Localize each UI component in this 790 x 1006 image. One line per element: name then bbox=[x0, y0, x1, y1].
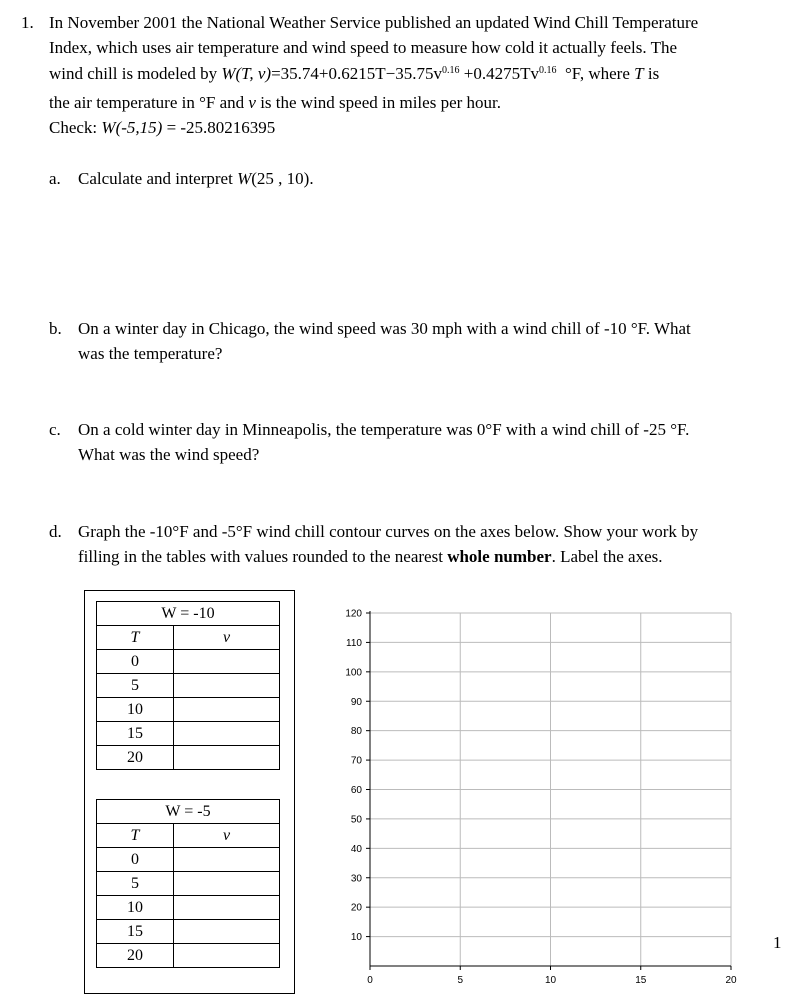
table-2-header-v: v bbox=[174, 824, 280, 848]
y-tick-label: 120 bbox=[345, 608, 362, 620]
part-b-letter: b. bbox=[49, 319, 62, 338]
part-d-line-2-pre: filling in the tables with values rounded to the nearest bbox=[78, 547, 443, 566]
var-v: v bbox=[248, 93, 256, 112]
x-tick-label: 10 bbox=[544, 975, 557, 986]
intro-line-2: Index, which uses air temperature and wind speed to measure how cold it actually feels. The bbox=[49, 38, 678, 57]
y-tick-label: 60 bbox=[350, 785, 362, 796]
part-c-letter: c. bbox=[49, 420, 61, 439]
table-w-minus-5 bbox=[96, 799, 280, 968]
part-a-post: (25 , 10). bbox=[251, 169, 314, 188]
table-1-header-T: T bbox=[97, 626, 174, 650]
check-line bbox=[49, 115, 275, 140]
contour-grid-chart[interactable] bbox=[330, 600, 750, 995]
formula-exponent-1: 0.16 bbox=[441, 65, 460, 76]
x-tick-label: 0 bbox=[367, 975, 373, 986]
table-1-T-cell: 0 bbox=[97, 650, 174, 674]
part-d-line-2-post: . Label the axes. bbox=[551, 547, 663, 566]
table-1-T-cell: 10 bbox=[97, 698, 174, 722]
model-prefix: wind chill is modeled by bbox=[49, 64, 218, 83]
table-1-T-cell: 20 bbox=[97, 746, 174, 770]
y-tick-label: 20 bbox=[350, 902, 362, 914]
table-w-minus-10 bbox=[96, 601, 280, 770]
part-a-letter: a. bbox=[49, 169, 61, 188]
part-c-line-2: What was the wind speed? bbox=[78, 445, 260, 464]
table-1-v-cell[interactable] bbox=[174, 650, 280, 674]
y-tick-label: 110 bbox=[346, 637, 362, 649]
table-1-v-cell[interactable] bbox=[174, 722, 280, 746]
y-tick-label: 40 bbox=[350, 843, 362, 855]
table-2-T-cell: 5 bbox=[97, 872, 174, 896]
table-2-v-cell[interactable] bbox=[174, 944, 280, 968]
y-tick-label: 50 bbox=[350, 814, 362, 826]
check-expression: W(-5,15) bbox=[101, 118, 163, 137]
part-a-pre: Calculate and interpret bbox=[78, 169, 233, 188]
part-b-line-2: was the temperature? bbox=[78, 344, 223, 363]
table-1-T-cell: 15 bbox=[97, 722, 174, 746]
table-1-header-v: v bbox=[174, 626, 280, 650]
part-d-letter: d. bbox=[49, 522, 62, 541]
problem-number: 1. bbox=[21, 13, 34, 32]
table-2-T-cell: 10 bbox=[97, 896, 174, 920]
part-a-expr: W bbox=[237, 169, 252, 188]
page-number: 1 bbox=[773, 933, 782, 952]
part-a-text bbox=[78, 166, 314, 191]
model-suffix: °F, where bbox=[564, 64, 630, 83]
part-d-line-2 bbox=[78, 544, 663, 569]
table-2-v-cell[interactable] bbox=[174, 896, 280, 920]
x-tick-label: 5 bbox=[457, 975, 464, 986]
intro-line-1: In November 2001 the National Weather Service published an updated Wind Chill Temperature bbox=[49, 13, 699, 32]
table-1-v-cell[interactable] bbox=[174, 746, 280, 770]
part-d-line-1: Graph the -10°F and -5°F wind chill contour curves on the axes below. Show your work by bbox=[78, 522, 699, 541]
model-suffix-2: is bbox=[647, 64, 660, 83]
y-tick-label: 10 bbox=[350, 932, 362, 944]
table-2-T-cell: 0 bbox=[97, 848, 174, 872]
check-label: Check: bbox=[49, 118, 98, 137]
definition-b: is the wind speed in miles per hour. bbox=[260, 93, 502, 112]
check-value: = -25.80216395 bbox=[166, 118, 276, 137]
y-tick-label: 100 bbox=[345, 667, 362, 679]
var-T: T bbox=[634, 64, 644, 83]
table-2-header-T: T bbox=[97, 824, 174, 848]
model-line bbox=[49, 61, 659, 86]
table-2-T-cell: 15 bbox=[97, 920, 174, 944]
table-2-v-cell[interactable] bbox=[174, 872, 280, 896]
part-d-bold: whole number bbox=[447, 547, 552, 566]
y-tick-label: 90 bbox=[350, 696, 362, 708]
x-tick-label: 20 bbox=[725, 975, 737, 986]
formula-part-1: =35.74+0.6215T−35.75v bbox=[271, 64, 442, 83]
formula-lhs: W(T, v) bbox=[221, 64, 272, 83]
formula-part-2: +0.4275Tv bbox=[463, 64, 539, 83]
table-1-v-cell[interactable] bbox=[174, 674, 280, 698]
table-1-T-cell: 5 bbox=[97, 674, 174, 698]
table-2-T-cell: 20 bbox=[97, 944, 174, 968]
definition-a: the air temperature in °F and bbox=[49, 93, 245, 112]
y-tick-label: 80 bbox=[350, 726, 362, 738]
part-b-line-1: On a winter day in Chicago, the wind speed was 30 mph with a wind chill of -10 °F. What bbox=[78, 319, 691, 338]
y-tick-label: 70 bbox=[350, 755, 362, 767]
table-1-title: W = -10 bbox=[97, 602, 280, 626]
formula-exponent-2: 0.16 bbox=[538, 65, 557, 76]
table-2-title: W = -5 bbox=[97, 800, 280, 824]
x-tick-label: 15 bbox=[635, 975, 647, 986]
table-2-v-cell[interactable] bbox=[174, 848, 280, 872]
table-2-v-cell[interactable] bbox=[174, 920, 280, 944]
definition-line bbox=[49, 90, 501, 115]
y-tick-label: 30 bbox=[350, 873, 362, 885]
table-1-v-cell[interactable] bbox=[174, 698, 280, 722]
part-c-line-1: On a cold winter day in Minneapolis, the temperature was 0°F with a wind chill of -25 °F. bbox=[78, 420, 690, 439]
